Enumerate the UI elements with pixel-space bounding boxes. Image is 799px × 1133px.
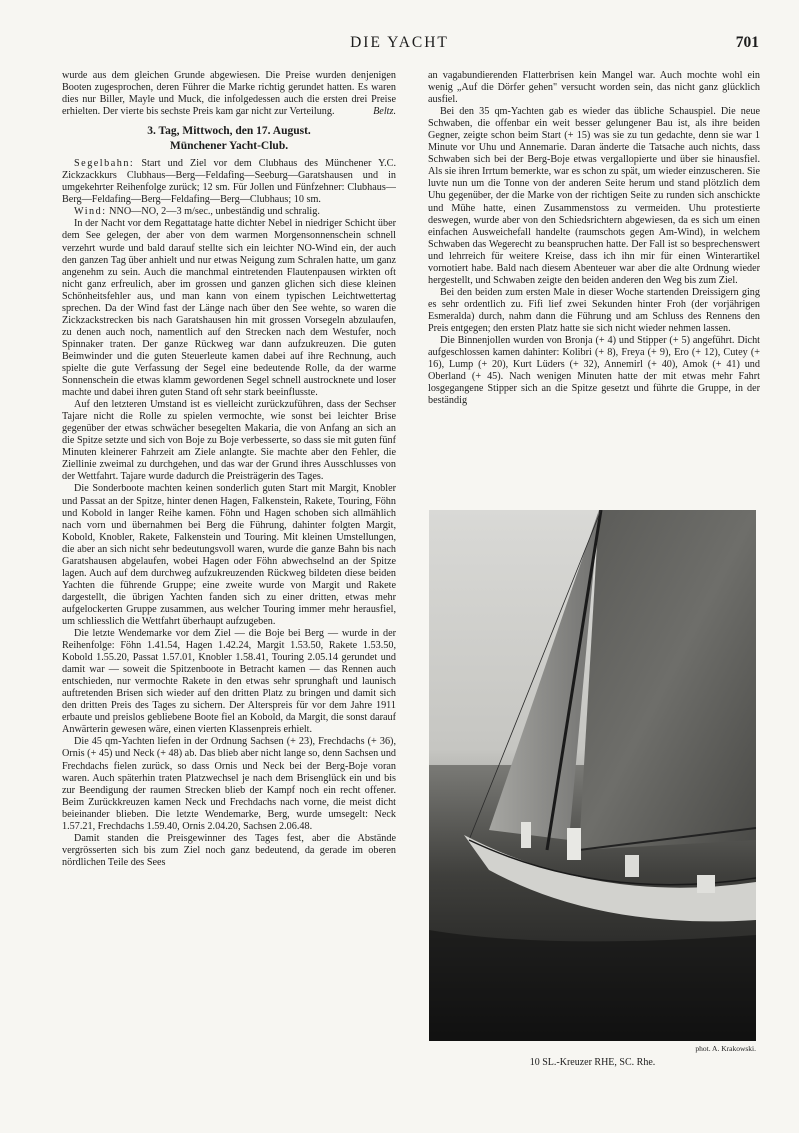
course-label: Segelbahn: [74, 158, 135, 170]
paragraph-wind [62, 206, 396, 218]
sailboat-photo [429, 510, 756, 1041]
paragraph: an vagabundierenden Flatterbrisen kein Mangel war. Auch mochte wohl ein wenig „Auf die Dörfer gehen" versucht worden sein, das nicht ganz glücklich ausfiel. [428, 70, 760, 106]
paragraph: Damit standen die Preisgewinner des Tages fest, aber die Abstände vergrösserten sich bis zum Ziel noch ganz bedeutend, da gerade im oberen nördlichen Teile des Sees [62, 832, 396, 868]
sailor [521, 822, 531, 848]
sailor [567, 828, 581, 860]
right-column [428, 70, 760, 407]
page-number: 701 [735, 34, 759, 51]
paragraph: Die Binnenjollen wurden von Bronja (+ 4) und Stipper (+ 5) angeführt. Dicht aufgeschlossen kamen dahinter: Kolibri (+ 8), Freya (+ 9), Ero (+ 12), Cutey (+ 16), Lump (+ 20), Kurt Lüders (+ 32), Annemirl (+ 40), Amok (+ 41) und Oberland (+ 45). Nach wenigen Minuten hatte der mit etwas mehr Fahrt losgegangene Stipper sich an die Spitze gesetzt und führte die Gruppe, in der beständig [428, 335, 760, 407]
paragraph: Die 45 qm-Yachten liefen in der Ordnung Sachsen (+ 23), Frechdachs (+ 36), Ornis (+ 45) und Neck (+ 48) ab. Das blieb aber nicht lange so, denn Sachsen und Frechdachs fielen zurück, so dass Ornis und Neck bei der Berg-Boje voran waren. Auch späterhin traten Platzwechsel je nach dem Brisenglück ein und bis zur Beendigung der raumen Strecken blieb der Kampf noch ein recht offener. Beim Zurückkreuzen kamen Neck und Frechdachs nach vorne, die meist dicht beieinander blieben. Die letzte Wendemarke, Berg, wurde umsegelt: Neck 1.57.21, Frechdachs 1.59.40, Ornis 2.04.20, Sachsen 2.06.48. [62, 736, 397, 832]
course-text: Start und Ziel vor dem Clubhaus des Münchener Y.C. Zickzackkurs Clubhaus—Berg—Feldafing—Seeburg—Garatshausen und in umgekehrter Reihenfolge zurück; 12 sm. Für Jollen und Fünfzehner: Clubhaus—Berg—Feldafing—Berg—Feldafing—Berg—Clubhaus; 10 sm. [62, 158, 396, 206]
water-shadow [429, 930, 756, 1041]
mainsail [579, 510, 756, 850]
section-heading [62, 124, 396, 154]
paragraph: Bei den beiden zum ersten Male in dieser Woche startenden Dreissigern ging es sehr ordentlich zu. Fifi lief zwei Sekunden hinter Froh (der vorjährigen Esmeralda) durch, nahm dann die Führung und am Schluss des Rennens den Preis entgegen; den ersten Platz hatte sie sich nicht wieder nehmen lassen. [428, 286, 760, 334]
wind-text: NNO—NO, 2—3 m/sec., unbeständig und schralig. [109, 206, 320, 218]
page-header-title: DIE YACHT [350, 34, 449, 51]
author-signature: Beltz. [373, 106, 396, 118]
photo-caption: 10 SL.-Kreuzer RHE, SC. Rhe. [529, 1057, 656, 1068]
left-column [62, 70, 396, 869]
sailor [697, 875, 715, 893]
paragraph: Die Sonderboote machten keinen sonderlich guten Start mit Margit, Knobler und Passat an der Spitze, hinter denen Hagen, Falkenstein, Rakete, Touring, Föhn und Kobold in langer Reihe kamen. Föhn und Hagen schoben sich allmählich nach vorn und übernahmen bei Berg die Führung, dahinter folgten Margit, Kobold, Knobler, Rakete, Falkenstein und Touring. Mit kleinen Umstellungen, die aber an sich nicht sehr bedeutungsvoll waren, wurde die ganze Bahn bis nach Garatshausen abgelaufen, wobei Hagen oder Föhn abwechselnd an der Spitze lagen. Auch auf dem durchweg aufzukreuzenden Rückweg bildeten diese beiden Yachten die führende Gruppe; eine zweite wurde von Margit und Rakete dargestellt, die übrigen Yachten fanden sich zu einer dritten, etwas mehr aufgelockerten Gruppe zusammen, aus welcher Touring immer mehr herausfiel, um schliesslich die Wettfahrt überhaupt aufzugeben. [62, 483, 396, 627]
section-heading-club: Münchener Yacht-Club. [169, 140, 289, 153]
paragraph: Auf den letzteren Umstand ist es vielleicht zurückzuführen, dass der Sechser Tajare nicht die Rolle zu spielen vermochte, wie sonst bei leichter Brise gegenüber der etwas schwächer besegelten Makaria, die von Anfang an sich an die Spitze setzte und sich von Boje zu Boje verbesserte, so dass sie mit guten fünf Minuten kleinerer Fahrzeit am Ziele anlangte. Sie machte aber den Fehler, die Ziellinie zweimal zu durchgehen, und das war der Grund ihres Ausschlusses von der Wettfahrt. Tajare wurde dadurch die Preisträgerin des Tages. [62, 399, 396, 483]
sailboat-photo-illustration [429, 510, 756, 1041]
paragraph: In der Nacht vor dem Regattatage hatte dichter Nebel in niedriger Schicht über dem See gelegen, der aber von dem warmen Morgensonnenschein schnell verzehrt wurde und bald darauf stellte sich ein leichter NO-Wind ein, der auch den ganzen Tag über anhielt und nur etwas Neigung zum Schralen hatte, um ganz angenehm zu sein. Auch die manchmal eintretenden Flautenpausen wirkten oft nicht ganz erfreulich, aber im grossen und ganzen glichen sich diese kleinen Schönheitsfehler aus, und man kann von einem typischen Leichtwettertag sprechen. Da der Wind fast der Länge nach über den See wehte, so waren die Zickzackstrecken bis nach Garatshausen hin mit grossen Vorsegeln abzulaufen, zu denen auch noch, namentlich auf den Strecken nach dem Westufer, noch Spinnaker traten. Der ganze Rückweg war dann aufzukreuzen. Die guten Beimwinder und die guten Steuerleute kamen dabei auf ihre Rechnung, auch spielte die gute Verfassung der Segel eine bedeutende Rolle, da der warme Sonnenschein die etwas klamm gewordenen Segel schnell austrocknete und loser machte und dabei ihren guten Stand oft sehr stark beeinflusste. [62, 218, 396, 399]
wind-label: Wind: [74, 206, 107, 218]
paragraph: Die letzte Wendemarke vor dem Ziel — die Boje bei Berg — wurde in der Reihenfolge: Föhn 1.41.54, Hagen 1.42.24, Margit 1.53.50, Rakete 1.53.50, Kobold 1.55.20, Passat 1.57.01, Knobler 1.58.41, Touring 2.05.14 gerundet und damit war — soweit die Spitzenboote in Betracht kamen — das Rennen auch entschieden, nur vermochte Rakete in den etwas sehr sprunghaft und launisch auftretenden Brisen sich wieder auf den dritten Platz zu bringen und damit sich den dritten Preis des Tages zu sichern. Der Alterspreis für vor dem Jahre 1911 erbaute und preislos gebliebene Boote fiel an Kobold, da Margit, die sonst darauf Anwärterin gewesen wäre, einen vierten Klassenpreis erhielt. [62, 628, 396, 736]
section-heading-date: 3. Tag, Mittwoch, den 17. August. [147, 125, 311, 138]
photo-credit: phot. A. Krakowski. [695, 1044, 756, 1053]
sailor [625, 855, 639, 877]
paragraph-course [62, 158, 396, 206]
paragraph: wurde aus dem gleichen Grunde abgewiesen. Die Preise wurden denjenigen Booten zugesprochen, deren Führer die Marke richtig gerundet hatten. Es waren dies nur Biller, Mayle und Muck, die infolgedessen auch die ersten drei Preise erhielten. Der vierte bis sechste Preis kam gar nicht zur Verteilung. [62, 70, 396, 118]
paragraph: Bei den 35 qm-Yachten gab es wieder das übliche Schauspiel. Die neue Schwaben, die offenbar ein weit besser gelungener Bau ist, als ihre beiden Gegner, zeigte schon beim Start (+ 15) was sie zu tun gedachte, denn sie war 1 Minute vor Uhu und Annemarie. Daran änderte die Tatsache auch nichts, dass Schwaben sich bei der Berg-Boje etwas vergallopierte und über sie hinausfiel. Als sie ihren Irrtum bemerkte, war es schon zu spät, um wieder einzuscheren. Sie luvte nun um die Tonne von der anderen Seite herum und stand plötzlich dem Uhu gegenüber, der die Marke von der richtigen Seite zu runden sich anschickte und Mühe hatte, einen Zusammenstoss zu vermeiden. Uhu protestierte deswegen, wurde aber von den Schiedsrichtern abgewiesen, da es sich um einen einfachen Ausweichefall handelte (raumschots gegen Am-Wind), in welchem Schwaben das Wegerecht zu beanspruchen hatte. Der Fall ist so besprechenswert und lehrreich für weitere Kreise, dass ich ihn mir für einen Winterartikel vornotiert habe. Bald nach diesem Abenteuer war aber die alte Ordnung wieder hergestellt, und Schwaben zeigte den beiden anderen den Weg bis zum Ziel. [428, 106, 760, 286]
